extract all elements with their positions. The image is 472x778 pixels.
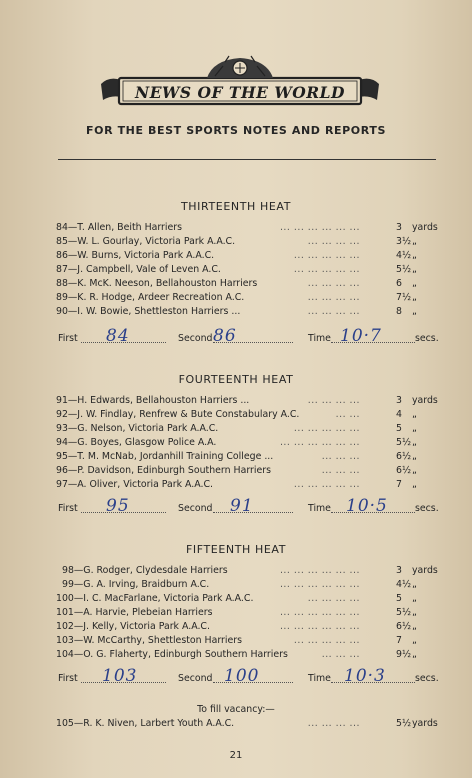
entry-name: 90—I. W. Bowie, Shettleston Harriers ... <box>56 306 241 317</box>
leader-dots: ... ... ... ... ... <box>293 250 360 261</box>
leader-dots: ... ... ... ... <box>307 236 360 247</box>
handicap-value: 4 <box>396 409 402 420</box>
handicap-unit: „ <box>412 423 417 434</box>
handicap-unit: „ <box>412 579 417 590</box>
time-label: Time <box>308 503 331 514</box>
handicap-unit: yards <box>412 395 438 406</box>
first-place-handwritten: 84 <box>106 326 130 346</box>
second-place-handwritten: 100 <box>224 666 260 686</box>
entry-name: 101—A. Harvie, Plebeian Harriers <box>56 607 213 618</box>
entry-row <box>56 565 440 577</box>
handicap-value: 5½ <box>396 437 412 448</box>
entry-name: 105—R. K. Niven, Larbert Youth A.A.C. <box>56 718 235 729</box>
handicap-unit: yards <box>412 565 438 576</box>
handicap-unit: „ <box>412 264 417 275</box>
handicap-unit: „ <box>412 593 417 604</box>
handicap-unit: „ <box>412 278 417 289</box>
handicap-value: 8 <box>396 306 402 317</box>
entry-row <box>56 409 440 421</box>
leader-dots: ... ... ... ... ... <box>293 479 360 490</box>
masthead-tagline: FOR THE BEST SPORTS NOTES AND REPORTS <box>86 124 386 137</box>
handicap-unit: „ <box>412 465 417 476</box>
leader-dots: ... ... ... ... ... <box>293 423 360 434</box>
entry-row <box>56 607 440 619</box>
handicap-value: 6 <box>396 278 402 289</box>
entry-name: 87—J. Campbell, Vale of Leven A.C. <box>56 264 221 275</box>
entry-row <box>56 292 440 304</box>
leader-dots: ... ... ... ... <box>307 718 360 729</box>
leader-dots: ... ... ... ... ... ... <box>279 565 360 576</box>
entry-name: 99—G. A. Irving, Braidburn A.C. <box>62 579 210 590</box>
entry-row <box>56 579 440 591</box>
secs-label: secs. <box>415 673 439 684</box>
entry-name: 98—G. Rodger, Clydesdale Harriers <box>62 565 228 576</box>
entry-name: 95—T. M. McNab, Jordanhill Training College ... <box>56 451 274 462</box>
handicap-unit: „ <box>412 607 417 618</box>
handicap-value: 7 <box>396 635 402 646</box>
entry-name: 94—G. Boyes, Glasgow Police A.A. <box>56 437 217 448</box>
leader-dots: ... ... ... <box>321 451 360 462</box>
handicap-value: 3½ <box>396 236 412 247</box>
handicap-value: 4½ <box>396 579 412 590</box>
first-label: First <box>58 333 78 344</box>
leader-dots: ... ... ... ... <box>307 593 360 604</box>
leader-dots: ... ... <box>335 409 360 420</box>
leader-dots: ... ... ... ... ... <box>293 635 360 646</box>
entry-name: 102—J. Kelly, Victoria Park A.A.C. <box>56 621 210 632</box>
entry-row <box>56 718 440 730</box>
entry-name: 96—P. Davidson, Edinburgh Southern Harriers <box>56 465 271 476</box>
handicap-unit: „ <box>412 236 417 247</box>
heat-result-line <box>58 496 439 516</box>
handicap-unit: „ <box>412 292 417 303</box>
handicap-unit: yards <box>412 222 438 233</box>
entry-name: 85—W. L. Gourlay, Victoria Park A.A.C. <box>56 236 236 247</box>
handicap-value: 6½ <box>396 621 412 632</box>
entry-name: 84—T. Allen, Beith Harriers <box>56 222 183 233</box>
heat-result-line <box>58 326 439 346</box>
first-place-handwritten: 95 <box>106 496 130 516</box>
time-handwritten: 10·7 <box>340 326 382 346</box>
entry-name: 91—H. Edwards, Bellahouston Harriers ... <box>56 395 250 406</box>
leader-dots: ... ... ... <box>321 649 360 660</box>
secs-label: secs. <box>415 333 439 344</box>
handicap-value: 5½ <box>396 264 412 275</box>
handicap-unit: „ <box>412 306 417 317</box>
time-label: Time <box>308 673 331 684</box>
secs-label: secs. <box>415 503 439 514</box>
entry-name: 88—K. McK. Neeson, Bellahouston Harriers <box>56 278 258 289</box>
handicap-value: 9½ <box>396 649 412 660</box>
entry-row <box>56 278 440 290</box>
entry-row <box>56 479 440 491</box>
second-label: Second <box>178 333 213 344</box>
entry-row <box>56 649 440 661</box>
handicap-value: 3 <box>396 395 402 406</box>
entry-name: 92—J. W. Findlay, Renfrew & Bute Constabulary A.C. <box>56 409 300 420</box>
svg-text:NEWS OF THE WORLD: NEWS OF THE WORLD <box>135 83 345 102</box>
handicap-unit: „ <box>412 635 417 646</box>
entry-row <box>56 635 440 647</box>
first-place-handwritten: 103 <box>102 666 138 686</box>
entry-row <box>56 236 440 248</box>
leader-dots: ... ... ... ... <box>307 395 360 406</box>
handicap-unit: „ <box>412 649 417 660</box>
entry-row <box>56 621 440 633</box>
leader-dots: ... ... ... ... <box>307 292 360 303</box>
entry-name: 97—A. Oliver, Victoria Park A.A.C. <box>56 479 214 490</box>
entry-name: 89—K. R. Hodge, Ardeer Recreation A.C. <box>56 292 245 303</box>
handicap-value: 6½ <box>396 465 412 476</box>
handicap-unit: „ <box>412 437 417 448</box>
second-label: Second <box>178 673 213 684</box>
entry-name: 104—O. G. Flaherty, Edinburgh Southern Harriers <box>56 649 288 660</box>
entry-row <box>56 306 440 318</box>
heat-title: FOURTEENTH HEAT <box>178 373 294 386</box>
leader-dots: ... ... ... ... <box>307 278 360 289</box>
entry-row <box>56 437 440 449</box>
time-label: Time <box>308 333 331 344</box>
entry-name: 103—W. McCarthy, Shettleston Harriers <box>56 635 242 646</box>
handicap-value: 5 <box>396 423 402 434</box>
leader-dots: ... ... ... ... <box>307 306 360 317</box>
leader-dots: ... ... ... ... ... ... <box>279 222 360 233</box>
entry-row <box>56 423 440 435</box>
leader-dots: ... ... ... ... ... <box>293 264 360 275</box>
handicap-value: 4½ <box>396 250 412 261</box>
leader-dots: ... ... ... <box>321 465 360 476</box>
handicap-value: 3 <box>396 222 402 233</box>
handicap-value: 5 <box>396 593 402 604</box>
handicap-unit: „ <box>412 409 417 420</box>
handicap-unit: „ <box>412 451 417 462</box>
handicap-unit: yards <box>412 718 438 729</box>
handicap-value: 7 <box>396 479 402 490</box>
first-label: First <box>58 503 78 514</box>
handicap-value: 5½ <box>396 607 412 618</box>
second-place-handwritten: 86 <box>213 326 237 346</box>
time-handwritten: 10·5 <box>346 496 388 516</box>
entry-name: 86—W. Burns, Victoria Park A.A.C. <box>56 250 215 261</box>
entry-row <box>56 222 440 234</box>
entry-row <box>56 593 440 605</box>
first-label: First <box>58 673 78 684</box>
entry-row <box>56 465 440 477</box>
second-label: Second <box>178 503 213 514</box>
leader-dots: ... ... ... ... ... ... <box>279 621 360 632</box>
second-place-handwritten: 91 <box>230 496 254 516</box>
handicap-unit: „ <box>412 250 417 261</box>
handicap-unit: „ <box>412 479 417 490</box>
leader-dots: ... ... ... ... ... ... <box>279 579 360 590</box>
handicap-value: 6½ <box>396 451 412 462</box>
handicap-value: 7½ <box>396 292 412 303</box>
handicap-value: 5½ <box>396 718 412 729</box>
entry-name: 93—G. Nelson, Victoria Park A.A.C. <box>56 423 219 434</box>
entry-row <box>56 395 440 407</box>
news-of-the-world-logo <box>95 54 385 116</box>
handicap-value: 3 <box>396 565 402 576</box>
time-handwritten: 10·3 <box>344 666 386 686</box>
vacancy-label: To fill vacancy:— <box>197 704 275 715</box>
page-number: 21 <box>229 750 243 761</box>
header-divider <box>58 159 436 160</box>
entry-row <box>56 264 440 276</box>
entry-name: 100—I. C. MacFarlane, Victoria Park A.A.C. <box>56 593 254 604</box>
entry-row <box>56 250 440 262</box>
entry-row <box>56 451 440 463</box>
heat-title: FIFTEENTH HEAT <box>185 543 287 556</box>
heat-result-line <box>58 666 439 686</box>
handicap-unit: „ <box>412 621 417 632</box>
leader-dots: ... ... ... ... ... ... <box>279 437 360 448</box>
heat-title: THIRTEENTH HEAT <box>180 200 292 213</box>
leader-dots: ... ... ... ... ... ... <box>279 607 360 618</box>
